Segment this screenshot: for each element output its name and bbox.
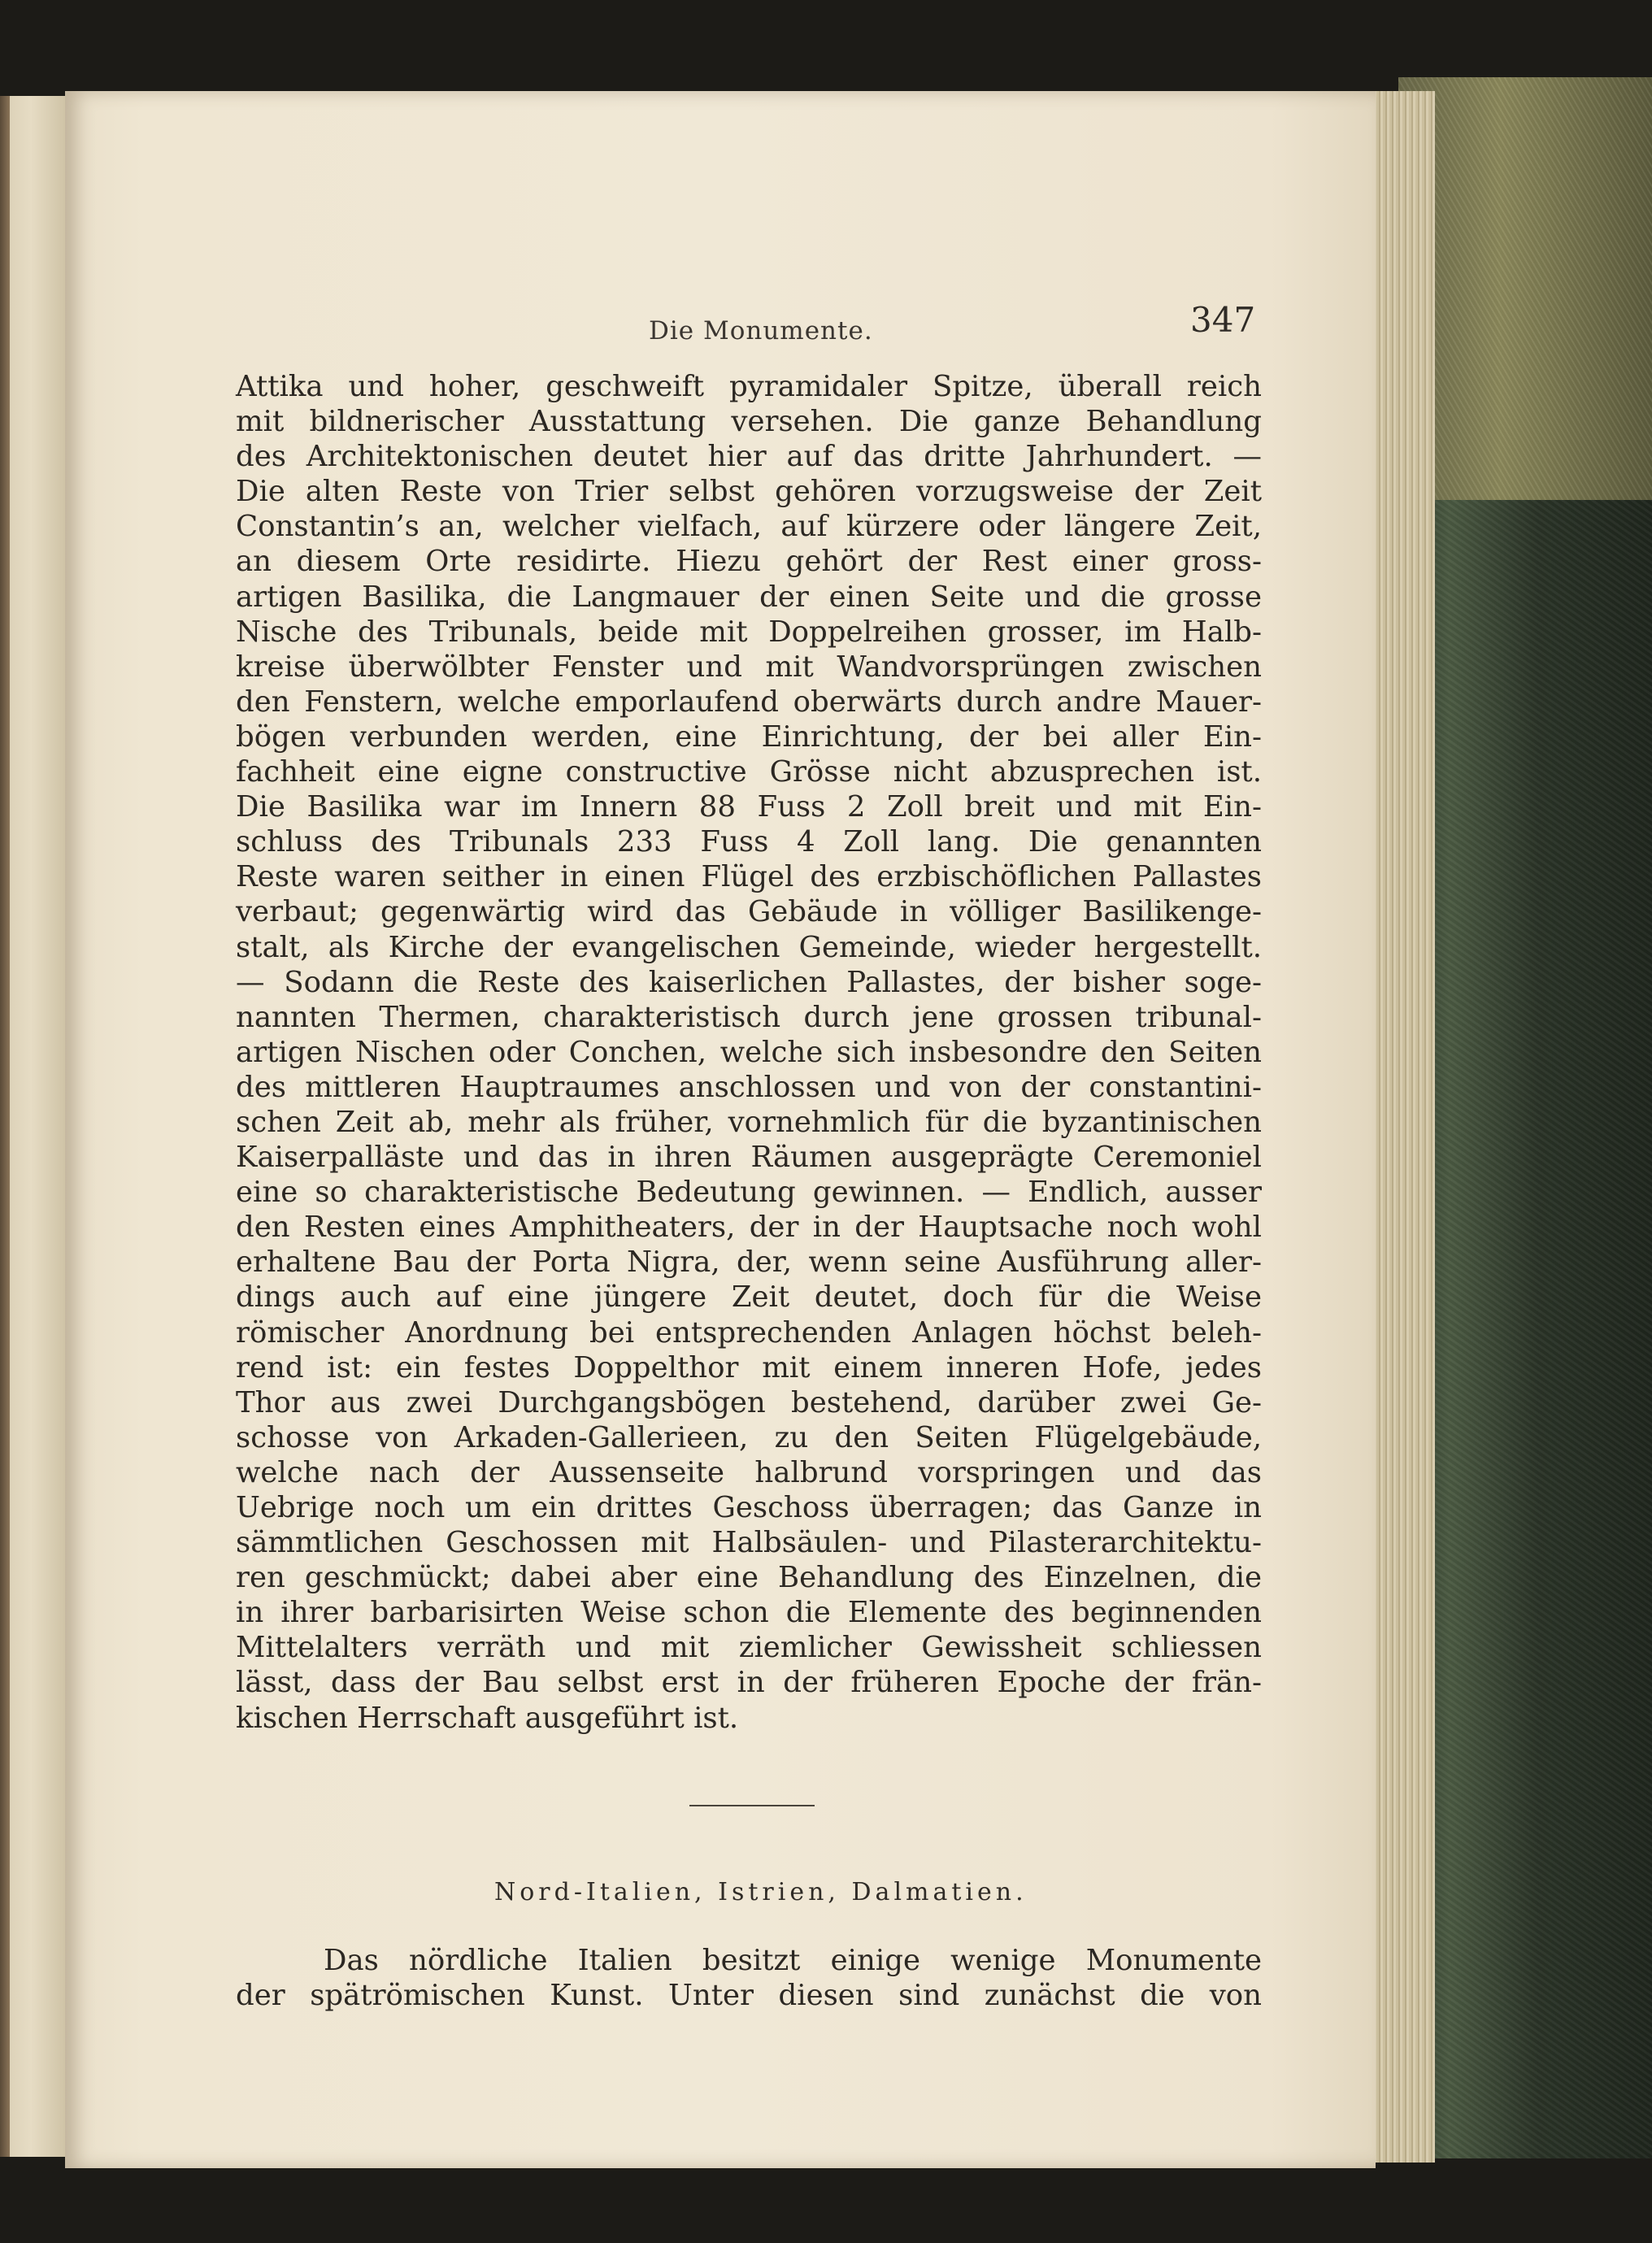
text-line: erhaltene Bau der Porta Nigra, der, wenn seine Ausführung aller- — [236, 1245, 1262, 1280]
text-line: ren geschmückt; dabei aber eine Behandlung des Einzelnen, die — [236, 1561, 1262, 1595]
text-line: Thor aus zwei Durchgangsbögen bestehend, darüber zwei Ge- — [236, 1385, 1262, 1419]
binding-edge — [0, 96, 10, 2157]
text-line: fachheit eine eigne constructive Grösse nicht abzusprechen ist. — [236, 755, 1262, 789]
text-line: Das nördliche Italien besitzt einige wenige Monumente — [324, 1944, 1262, 1977]
text-line: des mittleren Hauptraumes anschlossen und von der constantini- — [236, 1070, 1262, 1104]
text-line: Attika und hoher, geschweift pyramidaler Spitze, überall reich — [236, 370, 1262, 403]
text-line: an diesem Orte residirte. Hiezu gehört der Rest einer gross- — [236, 545, 1262, 579]
text-line: Die alten Reste von Trier selbst gehören vorzugsweise der Zeit — [236, 475, 1262, 509]
section-divider — [689, 1805, 815, 1806]
text-line: den Fenstern, welche emporlaufend oberwärts durch andre Mauer- — [236, 685, 1262, 719]
text-line: Uebrige noch um ein drittes Geschoss überragen; das Ganze in — [236, 1491, 1262, 1524]
text-line: nannten Thermen, charakteristisch durch jene grossen tribunal- — [236, 1000, 1262, 1034]
body-text — [236, 369, 1262, 1736]
running-head: Die Monumente. — [649, 316, 873, 346]
section-heading: Nord-Italien, Istrien, Dalmatien. — [494, 1878, 1028, 1906]
text-line: schen Zeit ab, mehr als früher, vornehmlich für die byzantinischen — [236, 1105, 1262, 1139]
page-block-edges — [1370, 91, 1435, 2163]
text-line: des Architektonischen deutet hier auf das dritte Jahrhundert. — — [236, 440, 1262, 474]
text-line: artigen Basilika, die Langmauer der einen Seite und die grosse — [236, 580, 1262, 614]
text-line: der spätrömischen Kunst. Unter diesen sind zunächst die von — [236, 1979, 1262, 2013]
text-line: verbaut; gegenwärtig wird das Gebäude in völliger Basilikenge- — [236, 895, 1262, 929]
text-line: — Sodann die Reste des kaiserlichen Pallastes, der bisher soge- — [236, 965, 1262, 999]
page-number: 347 — [1190, 300, 1256, 340]
text-line: stalt, als Kirche der evangelischen Gemeinde, wieder hergestellt. — [236, 930, 1262, 964]
text-line: eine so charakteristische Bedeutung gewinnen. — Endlich, ausser — [236, 1176, 1262, 1210]
text-line: Die Basilika war im Innern 88 Fuss 2 Zoll breit und mit Ein- — [236, 790, 1262, 824]
text-line: bögen verbunden werden, eine Einrichtung, der bei aller Ein- — [236, 719, 1262, 754]
text-line: schosse von Arkaden-Gallerieen, zu den Seiten Flügelgebäude, — [236, 1420, 1262, 1454]
text-line: Kaiserpalläste und das in ihren Räumen ausgeprägte Ceremoniel — [236, 1141, 1262, 1175]
text-line: kischen Herrschaft ausgeführt ist. — [236, 1701, 739, 1735]
text-line: welche nach der Aussenseite halbrund vorspringen und das — [236, 1455, 1262, 1489]
book-page — [65, 91, 1376, 2168]
section-text — [236, 1943, 1262, 2013]
text-line: rend ist: ein festes Doppelthor mit einem inneren Hofe, jedes — [236, 1350, 1262, 1384]
text-line: dings auch auf eine jüngere Zeit deutet, doch für die Weise — [236, 1280, 1262, 1315]
text-line: römischer Anordnung bei entsprechenden Anlagen höchst beleh- — [236, 1315, 1262, 1350]
text-line: lässt, dass der Bau selbst erst in der früheren Epoche der frän- — [236, 1666, 1262, 1700]
book-cover-marbled-top — [1398, 77, 1652, 500]
text-line: Nische des Tribunals, beide mit Doppelreihen grosser, im Halb- — [236, 615, 1262, 649]
text-line: artigen Nischen oder Conchen, welche sich insbesondre den Seiten — [236, 1035, 1262, 1069]
text-line: Reste waren seither in einen Flügel des erzbischöflichen Pallastes — [236, 860, 1262, 894]
text-line: Mittelalters verräth und mit ziemlicher Gewissheit schliessen — [236, 1631, 1262, 1665]
text-line: den Resten eines Amphitheaters, der in der Hauptsache noch wohl — [236, 1211, 1262, 1245]
text-line: kreise überwölbter Fenster und mit Wandvorsprüngen zwischen — [236, 650, 1262, 684]
text-line: in ihrer barbarisirten Weise schon die Elemente des beginnenden — [236, 1596, 1262, 1630]
text-line: mit bildnerischer Ausstattung versehen. Die ganze Behandlung — [236, 405, 1262, 439]
text-line: schluss des Tribunals 233 Fuss 4 Zoll lang. Die genannten — [236, 825, 1262, 859]
text-line: sämmtlichen Geschossen mit Halbsäulen- und Pilasterarchitektu- — [236, 1526, 1262, 1560]
text-line: Constantin’s an, welcher vielfach, auf kürzere oder längere Zeit, — [236, 510, 1262, 544]
